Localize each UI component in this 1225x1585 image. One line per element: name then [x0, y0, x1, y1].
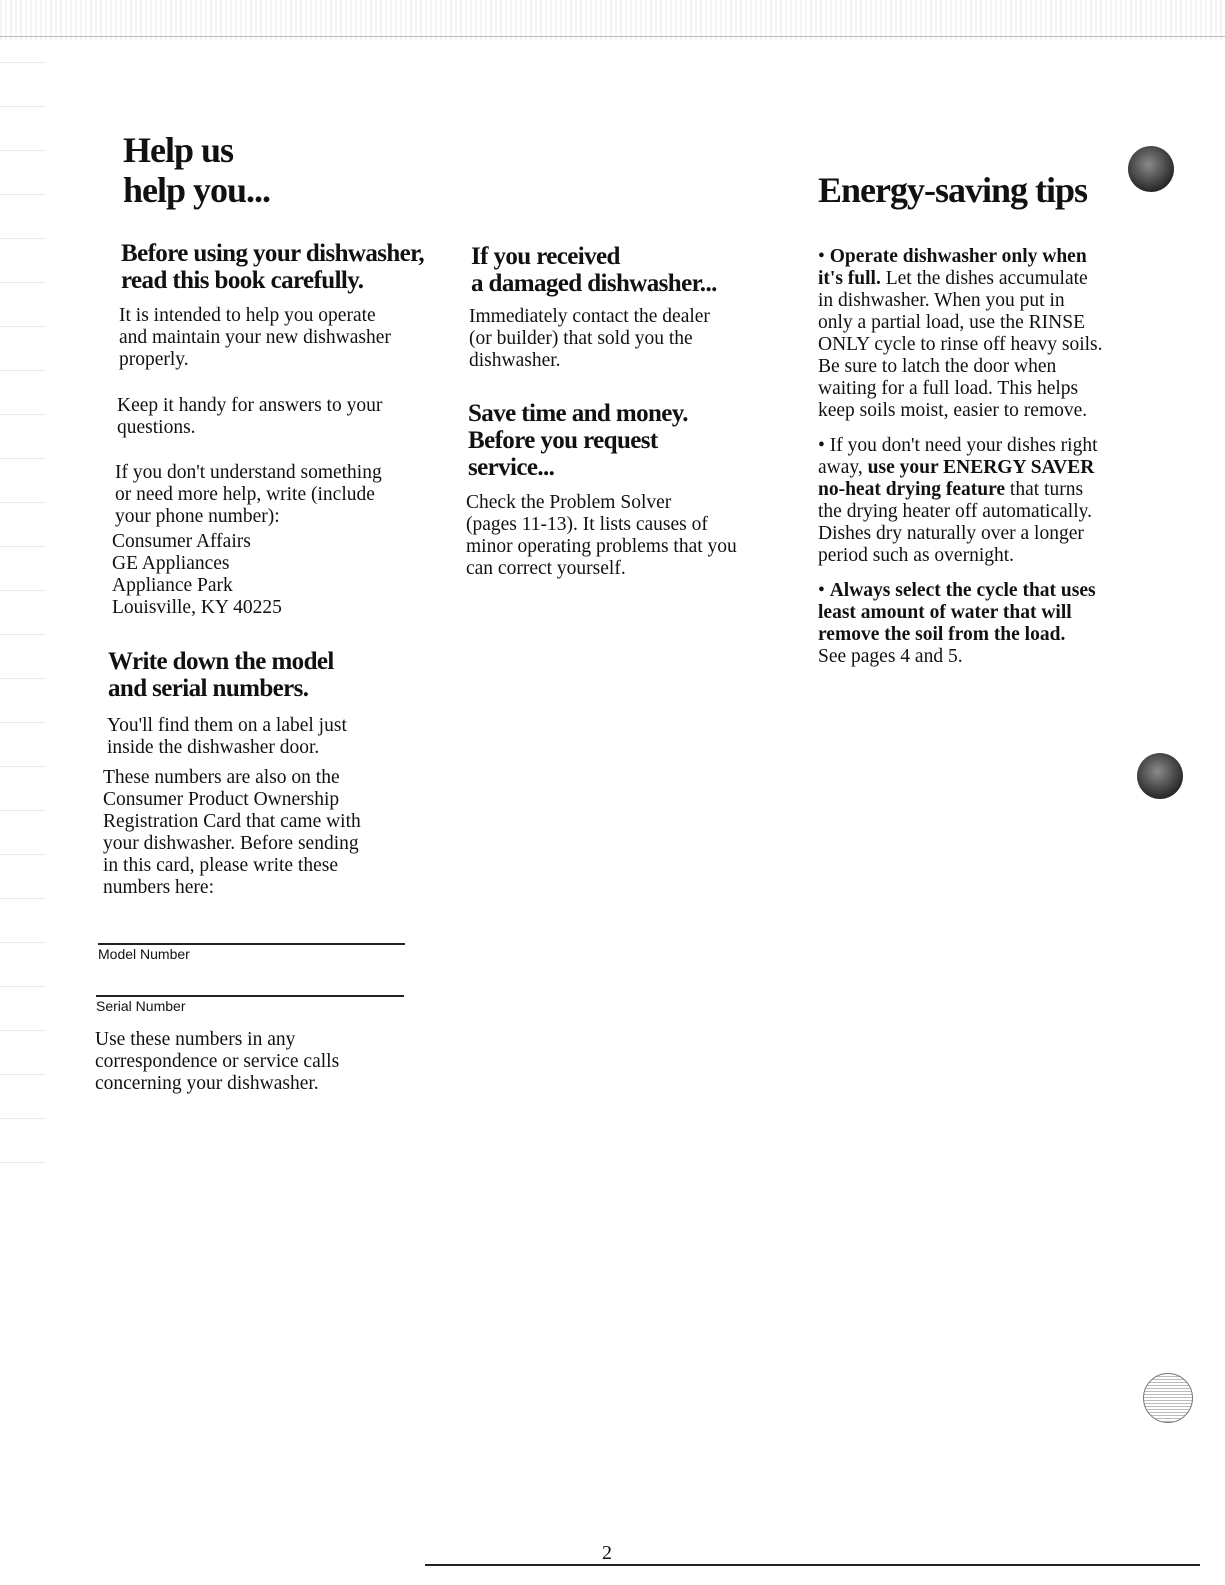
damaged-heading	[471, 243, 717, 297]
save-time-heading-line3: service...	[468, 454, 555, 481]
binder-hole-bottom	[1143, 1373, 1193, 1423]
help-title-line1: Help us	[123, 130, 234, 170]
energy-tip-2-start: If you don't need your dishes right away,	[818, 435, 1098, 478]
bullet-1: •	[818, 246, 825, 267]
save-time-heading-line1: Save time and money.	[468, 400, 688, 427]
top-rule-line	[0, 36, 1225, 37]
binder-hole-middle	[1137, 753, 1183, 799]
energy-tip-2-text: that turns the drying heater off automatically. Dishes dry naturally over a longer period such as overnight.	[818, 479, 1092, 566]
write-down-heading-line1: Write down the model	[108, 648, 334, 675]
left-scan-margin	[0, 40, 45, 1180]
energy-tip-3	[818, 580, 1123, 668]
energy-tips-list	[818, 246, 1123, 681]
write-down-para1: You'll find them on a label just inside the dishwasher door.	[107, 715, 347, 758]
write-down-heading-line2: and serial numbers.	[108, 675, 309, 702]
energy-tip-2-bold: use your ENERGY SAVER no-heat drying feature	[818, 457, 1095, 500]
save-time-heading	[468, 400, 688, 481]
top-scan-border	[0, 0, 1225, 40]
bullet-2: •	[818, 435, 825, 456]
energy-tip-1-text: Let the dishes accumulate in dishwasher. When you put in only a partial load, use the RINSE ONLY cycle to rinse off heavy soils. Be sure to latch the door when waiting for a full load. This helps keep soils moist, easier to remove.	[818, 268, 1103, 421]
before-using-para2: Keep it handy for answers to your questions.	[117, 395, 383, 438]
before-using-para3: If you don't understand something or need more help, write (include your phone number):	[115, 462, 382, 527]
energy-tip-3-text: See pages 4 and 5.	[818, 646, 963, 667]
energy-tip-1	[818, 246, 1123, 422]
save-time-para: Check the Problem Solver (pages 11-13). It lists causes of minor operating problems that you can correct yourself.	[466, 492, 737, 579]
save-time-heading-line2: Before you request	[468, 427, 658, 454]
help-title	[123, 130, 270, 210]
energy-tip-2	[818, 435, 1123, 567]
damaged-heading-line1: If you received	[471, 243, 620, 270]
model-number-line	[98, 943, 405, 945]
damaged-heading-line2: a damaged dishwasher...	[471, 270, 717, 297]
energy-tip-1-bold: Operate dishwasher only when it's full.	[818, 246, 1087, 289]
damaged-para: Immediately contact the dealer (or builder) that sold you the dishwasher.	[469, 306, 710, 371]
serial-number-label: Serial Number	[96, 998, 186, 1014]
mailing-address: Consumer Affairs GE Appliances Appliance Park Louisville, KY 40225	[112, 531, 282, 618]
write-down-para2: These numbers are also on the Consumer Product Ownership Registration Card that came with your dishwasher. Before sending in this card, please write these numbers here:	[103, 767, 361, 898]
before-using-heading	[121, 240, 424, 294]
energy-tip-3-bold: Always select the cycle that uses least amount of water that will remove the soil from the load.	[818, 580, 1096, 645]
page-number: 2	[602, 1542, 612, 1564]
before-using-heading-line1: Before using your dishwasher,	[121, 240, 425, 267]
before-using-heading-line2: read this book carefully.	[121, 267, 364, 294]
model-number-label: Model Number	[98, 946, 190, 962]
serial-number-line	[96, 995, 404, 997]
footer-rule	[425, 1564, 1200, 1566]
binder-hole-top	[1128, 146, 1174, 192]
bullet-3: •	[818, 580, 825, 601]
energy-title: Energy-saving tips	[818, 170, 1088, 210]
help-title-line2: help you...	[123, 170, 271, 210]
write-down-para3: Use these numbers in any correspondence or service calls concerning your dishwasher.	[95, 1029, 340, 1094]
before-using-para1: It is intended to help you operate and maintain your new dishwasher properly.	[119, 305, 391, 370]
write-down-heading	[108, 648, 334, 702]
